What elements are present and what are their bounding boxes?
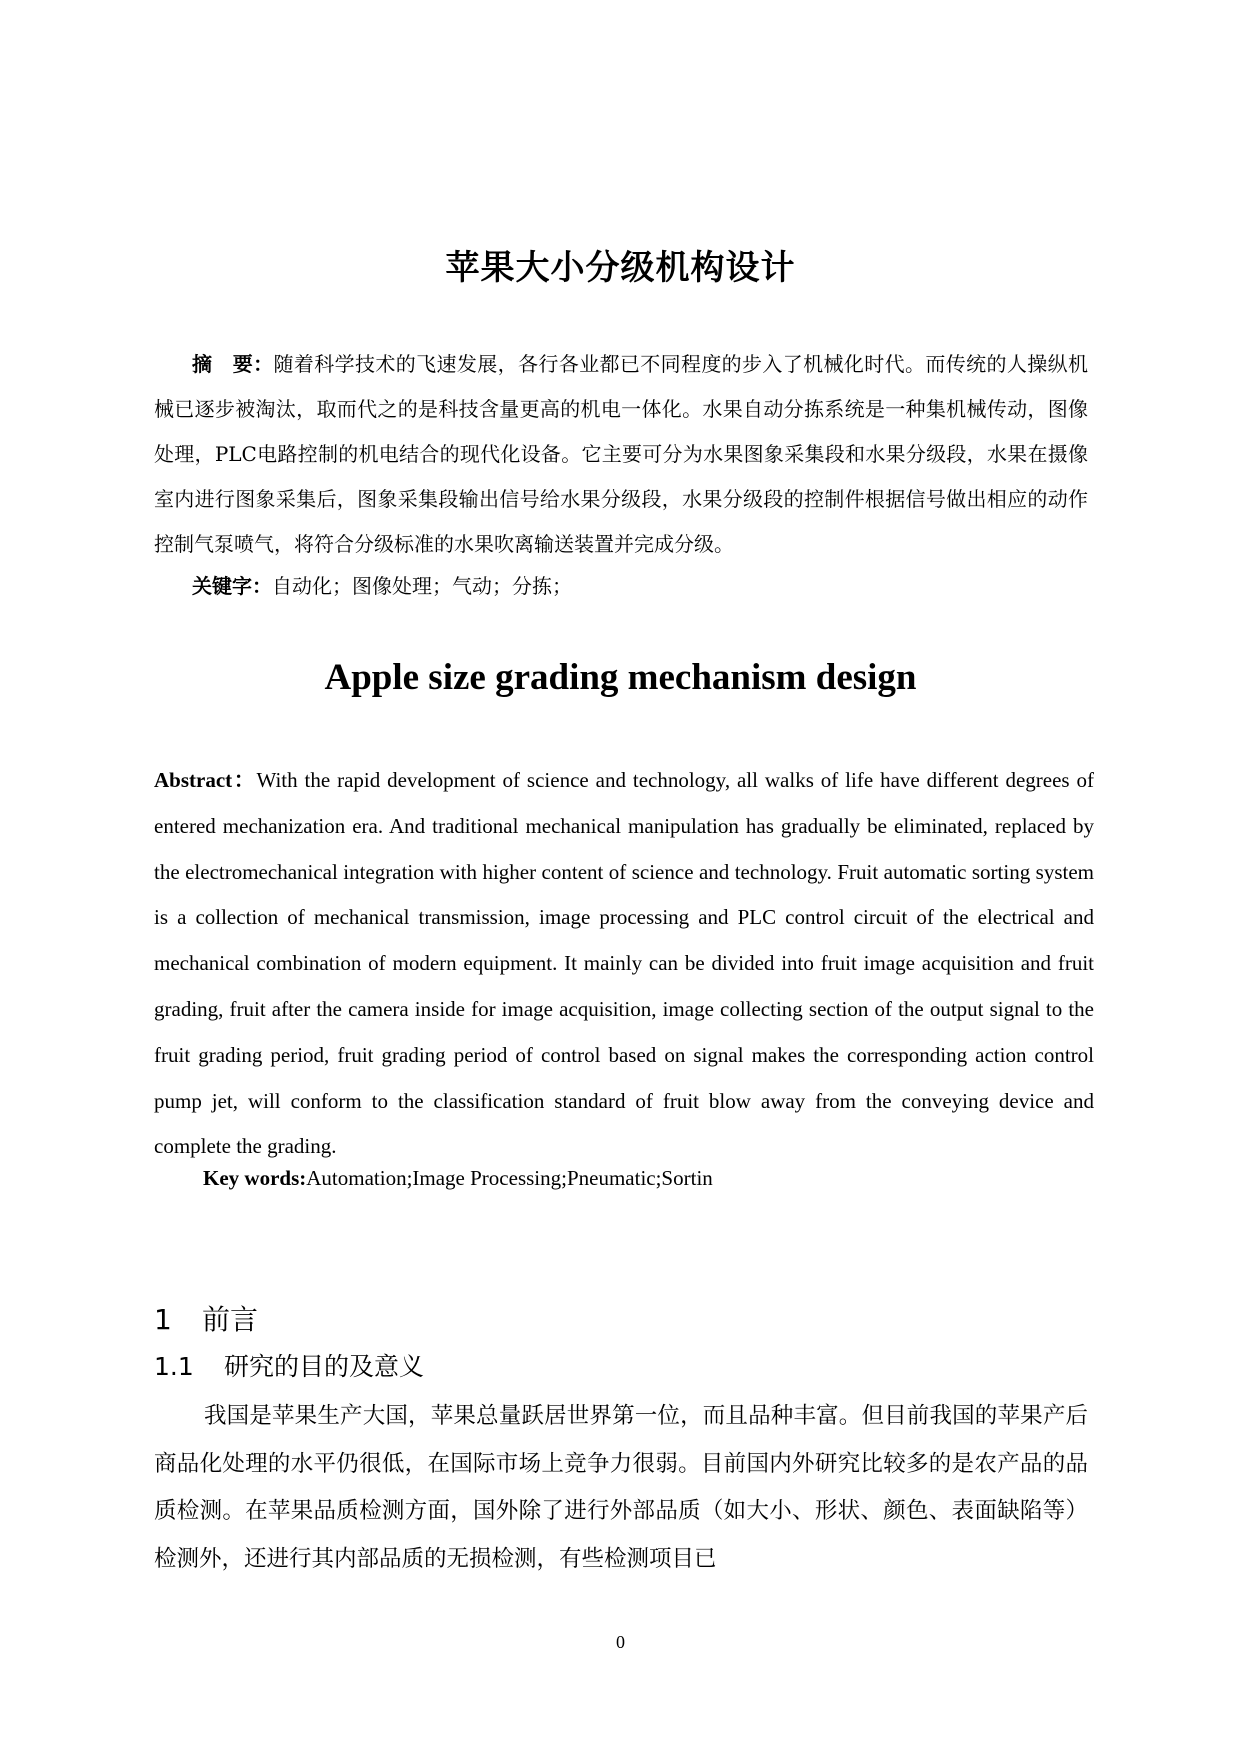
- section-number: 1: [154, 1303, 172, 1336]
- page-number: 0: [616, 1632, 625, 1652]
- english-abstract-label: Abstract：: [154, 768, 257, 792]
- chinese-keywords-text: 自动化；图像处理；气动；分拣；: [272, 574, 572, 598]
- subsection-number: 1.1: [154, 1352, 194, 1381]
- english-keywords-label: Key words:: [203, 1166, 307, 1190]
- chinese-keywords: [192, 570, 572, 599]
- chinese-title: 苹果大小分级机构设计: [445, 248, 796, 288]
- section-heading-1: [154, 1298, 258, 1338]
- english-keywords: [203, 1166, 713, 1191]
- chinese-abstract: [154, 342, 1088, 567]
- english-abstract: [154, 758, 1094, 1170]
- english-keywords-text: Automation;Image Processing;Pneumatic;Sortin: [306, 1166, 713, 1190]
- section-title: 前言: [202, 1303, 259, 1336]
- chinese-abstract-label: 摘 要：: [192, 352, 274, 376]
- english-title: Apple size grading mechanism design: [324, 657, 917, 698]
- subsection-title: 研究的目的及意义: [224, 1352, 425, 1381]
- chinese-keywords-label: 关键字：: [192, 574, 272, 598]
- subsection-heading-1-1: [154, 1347, 424, 1383]
- chinese-abstract-text: 随着科学技术的飞速发展，各行各业都已不同程度的步入了机械化时代。而传统的人操纵机械已逐步被淘汰，取而代之的是科技含量更高的机电一体化。水果自动分拣系统是一种集机械传动，图像处理，PLC电路控制的机电结合的现代化设备。它主要可分为水果图象采集段和水果分级段，水果在摄像室内进行图象采集后，图象采集段输出信号给水果分级段，水果分级段的控制件根据信号做出相应的动作控制气泵喷气，将符合分级标准的水果吹离输送装置并完成分级。: [154, 352, 1089, 556]
- english-abstract-text: With the rapid development of science and technology, all walks of life have different degrees of entered mechanization era. And traditional mechanical manipulation has gradually be eliminated, replaced by the electromechanical integration with higher content of science and technology. Fruit automatic sorting system is a collection of mechanical transmission, image processing and PLC control circuit of the electrical and mechanical combination of modern equipment. It mainly can be divided into fruit image acquisition and fruit grading, fruit after the camera inside for image acquisition, image collecting section of the output signal to the fruit grading period, fruit grading period of control based on signal makes the corresponding action control pump jet, will conform to the classification standard of fruit blow away from the conveying device and complete the grading.: [154, 768, 1094, 1159]
- body-paragraph: 我国是苹果生产大国，苹果总量跃居世界第一位，而且品种丰富。但目前我国的苹果产后商品化处理的水平仍很低，在国际市场上竞争力很弱。目前国内外研究比较多的是农产品的品质检测。在苹果品质检测方面，国外除了进行外部品质（如大小、形状、颜色、表面缺陷等）检测外，还进行其内部品质的无损检测，有些检测项目已: [154, 1403, 1088, 1572]
